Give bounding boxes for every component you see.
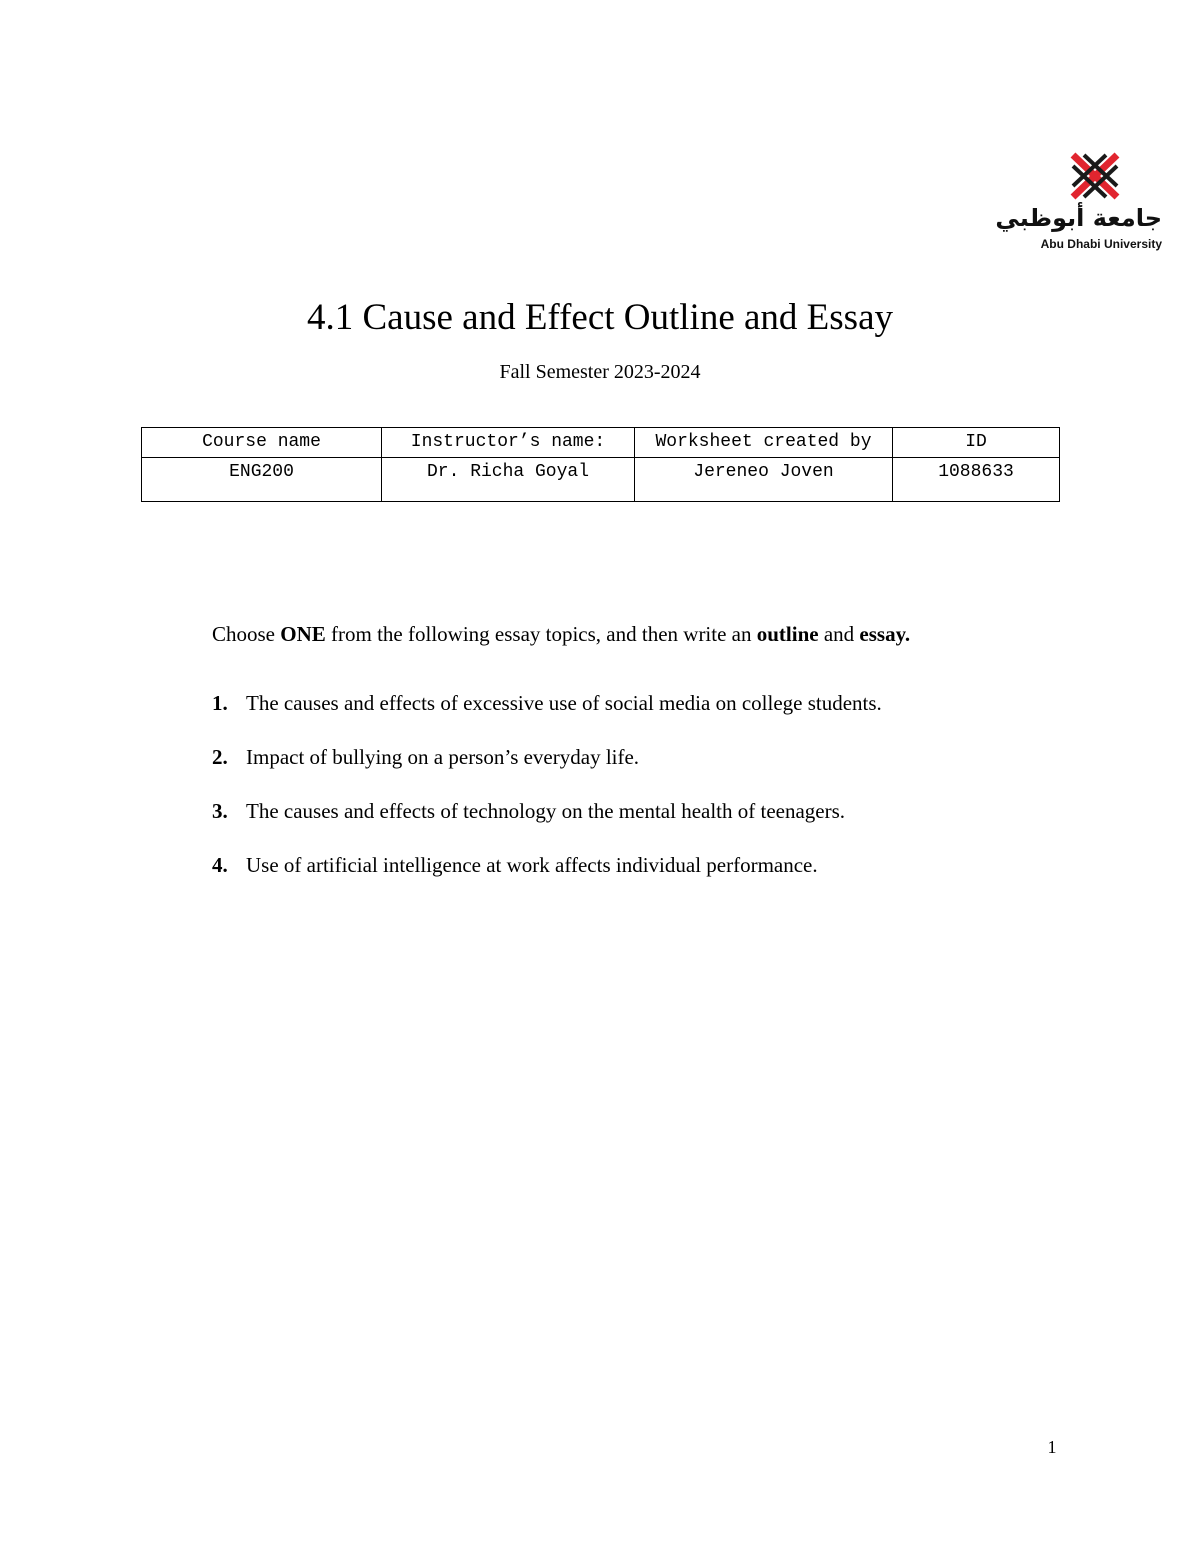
topic-number: 3. [212,799,228,823]
topic-text: Use of artificial intelligence at work affects individual performance. [246,853,818,877]
document-title: 4.1 Cause and Effect Outline and Essay [306,297,894,338]
essay-topics-list [212,688,882,904]
course-info-table [141,427,1060,502]
instructions-and: and [818,622,860,646]
topic-number: 4. [212,853,228,877]
header-instructor-name: Instructor’s name: [382,428,635,458]
instructions-essay: essay. [859,622,911,646]
instructions-one: ONE [280,622,326,646]
header-id: ID [893,428,1060,458]
page-number: 1 [1047,1437,1057,1457]
instructions-outline: outline [756,622,819,646]
cell-worksheet-creator: Jereneo Joven [635,458,893,502]
instructions-middle: from the following essay topics, and then write an [325,622,757,646]
topic-text: The causes and effects of excessive use of social media on college students. [246,691,882,715]
university-logo [995,152,1166,256]
instructions-paragraph [212,619,910,649]
header-worksheet-creator: Worksheet created by [635,428,893,458]
topic-number: 1. [212,691,228,715]
cell-instructor-name: Dr. Richa Goyal [382,458,635,502]
topic-text: Impact of bullying on a person’s everyday life. [246,745,640,769]
topic-number: 2. [212,745,228,769]
header-course-name: Course name [142,428,382,458]
table-row [142,458,1060,502]
list-item [212,688,882,742]
university-emblem-icon [1070,152,1120,200]
cell-course-name: ENG200 [142,458,382,502]
list-item [212,742,882,796]
logo-arabic-name: جامعة أبوظبي [995,204,1162,232]
list-item [212,796,882,850]
cell-id: 1088633 [893,458,1060,502]
table-header-row [142,428,1060,458]
instructions-prefix: Choose [212,622,281,646]
logo-english-name: Abu Dhabi University [1040,237,1162,251]
topic-text: The causes and effects of technology on the mental health of teenagers. [246,799,846,823]
list-item [212,850,882,904]
semester-subtitle: Fall Semester 2023-2024 [499,361,701,383]
